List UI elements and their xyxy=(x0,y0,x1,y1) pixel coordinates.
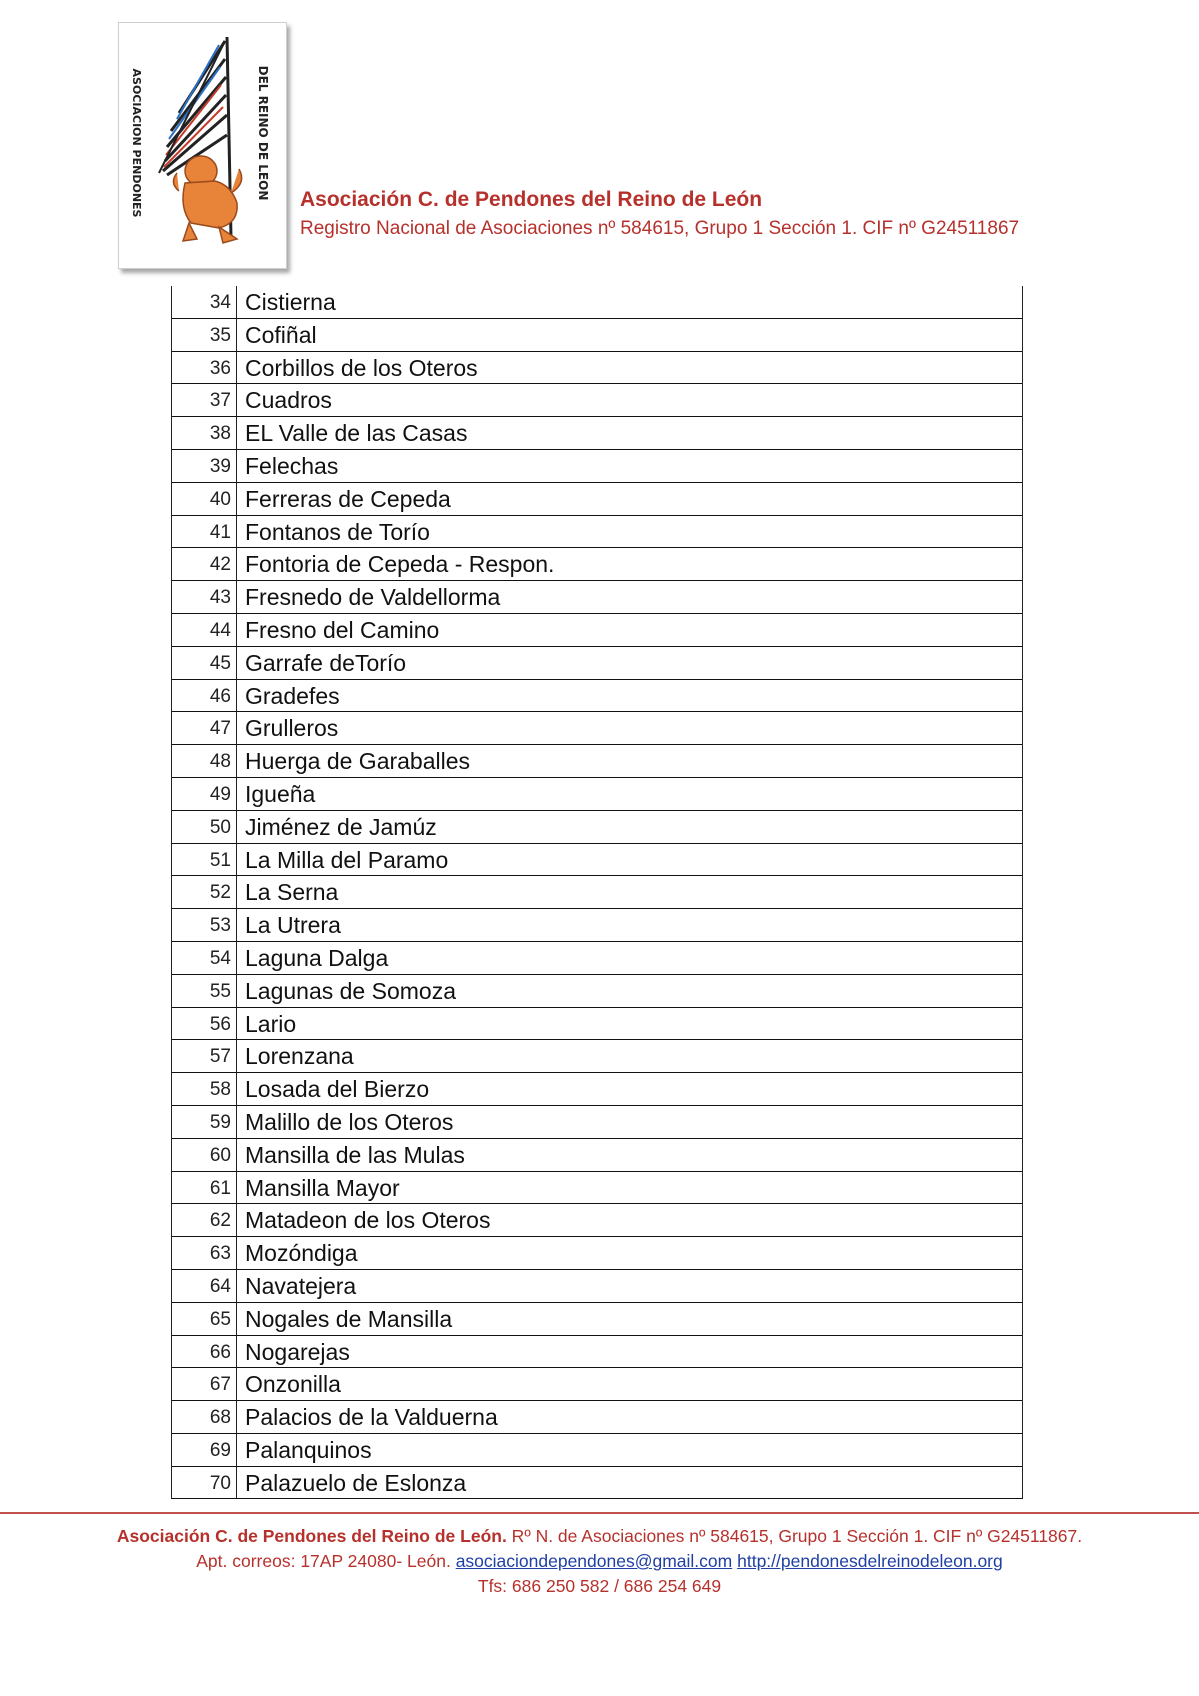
row-number: 36 xyxy=(172,352,237,384)
row-village-name: Mansilla de las Mulas xyxy=(245,1141,465,1168)
row-village-name: Mansilla Mayor xyxy=(245,1174,400,1201)
organization-registry: Registro Nacional de Asociaciones nº 584615, Grupo 1 Sección 1. CIF nº G24511867 xyxy=(300,218,1020,239)
table-row xyxy=(172,745,1022,778)
table-row xyxy=(172,1073,1022,1106)
row-number: 63 xyxy=(172,1237,237,1269)
letterhead xyxy=(0,0,1199,280)
row-village-name: Cofiñal xyxy=(245,321,317,348)
row-village-name: La Milla del Paramo xyxy=(245,846,449,873)
website-link[interactable]: http://pendonesdelreinodeleon.org xyxy=(737,1551,1003,1571)
row-village-name: Fresnedo de Valdellorma xyxy=(245,584,501,611)
footer-registry: Rº N. de Asociaciones nº 584615, Grupo 1 Sección 1. CIF nº G24511867. xyxy=(506,1526,1083,1546)
row-number: 62 xyxy=(172,1204,237,1236)
row-number: 66 xyxy=(172,1336,237,1368)
villages-table xyxy=(171,286,1023,1499)
row-village-name: Grulleros xyxy=(245,715,339,742)
table-row xyxy=(172,1139,1022,1172)
table-row xyxy=(172,1008,1022,1041)
table-row xyxy=(172,1237,1022,1270)
table-row xyxy=(172,876,1022,909)
row-number: 70 xyxy=(172,1467,237,1499)
footer-line-2 xyxy=(0,1549,1199,1574)
row-village-name: Felechas xyxy=(245,452,339,479)
footer-org-name: Asociación C. de Pendones del Reino de León. xyxy=(116,1526,507,1546)
footer-postal: Apt. correos: 17AP 24080- León. xyxy=(196,1551,456,1571)
table-row xyxy=(172,319,1022,352)
table-row xyxy=(172,1368,1022,1401)
row-number: 44 xyxy=(172,614,237,646)
table-row xyxy=(172,811,1022,844)
row-village-name: Huerga de Garaballes xyxy=(245,748,471,775)
row-village-name: Palacios de la Valduerna xyxy=(245,1404,498,1431)
footer xyxy=(0,1524,1199,1599)
table-row xyxy=(172,942,1022,975)
row-number: 38 xyxy=(172,417,237,449)
row-village-name: EL Valle de las Casas xyxy=(245,420,468,447)
row-village-name: Navatejera xyxy=(245,1272,357,1299)
row-village-name: Losada del Bierzo xyxy=(245,1076,430,1103)
row-number: 40 xyxy=(172,483,237,515)
table-row xyxy=(172,450,1022,483)
table-row xyxy=(172,1303,1022,1336)
row-village-name: Corbillos de los Oteros xyxy=(245,354,478,381)
row-village-name: Jiménez de Jamúz xyxy=(245,813,437,840)
row-number: 64 xyxy=(172,1270,237,1302)
row-number: 45 xyxy=(172,647,237,679)
row-number: 52 xyxy=(172,876,237,908)
row-village-name: Garrafe deTorío xyxy=(245,649,407,676)
email-link[interactable]: asociaciondependones@gmail.com xyxy=(455,1551,733,1571)
table-row xyxy=(172,1040,1022,1073)
row-number: 56 xyxy=(172,1008,237,1040)
row-village-name: Fontoria de Cepeda - Respon. xyxy=(245,551,555,578)
table-row xyxy=(172,286,1022,319)
row-village-name: Palanquinos xyxy=(245,1436,372,1463)
row-number: 68 xyxy=(172,1401,237,1433)
row-village-name: Onzonilla xyxy=(245,1371,341,1398)
table-row xyxy=(172,1106,1022,1139)
table-row xyxy=(172,1204,1022,1237)
row-village-name: Lorenzana xyxy=(245,1043,354,1070)
table-row xyxy=(172,1336,1022,1369)
row-village-name: La Serna xyxy=(245,879,339,906)
row-village-name: Igueña xyxy=(245,780,316,807)
table-row xyxy=(172,483,1022,516)
logo-left-text: ASOCIACION PENDONES xyxy=(130,68,143,218)
row-village-name: Mozóndiga xyxy=(245,1240,358,1267)
row-number: 54 xyxy=(172,942,237,974)
row-number: 50 xyxy=(172,811,237,843)
footer-line-1 xyxy=(0,1524,1199,1549)
row-village-name: Matadeon de los Oteros xyxy=(245,1207,491,1234)
logo-right-text: DEL REINO DE LEON xyxy=(256,65,270,201)
table-row xyxy=(172,384,1022,417)
row-number: 37 xyxy=(172,384,237,416)
table-row xyxy=(172,1270,1022,1303)
row-number: 60 xyxy=(172,1139,237,1171)
row-number: 58 xyxy=(172,1073,237,1105)
row-village-name: Nogarejas xyxy=(245,1338,350,1365)
row-village-name: Ferreras de Cepeda xyxy=(245,485,451,512)
row-village-name: Lagunas de Somoza xyxy=(245,977,456,1004)
table-row xyxy=(172,516,1022,549)
row-number: 48 xyxy=(172,745,237,777)
table-row xyxy=(172,1172,1022,1205)
row-village-name: Palazuelo de Eslonza xyxy=(245,1469,467,1496)
table-row xyxy=(172,647,1022,680)
row-village-name: Fresno del Camino xyxy=(245,616,440,643)
table-row xyxy=(172,548,1022,581)
row-number: 65 xyxy=(172,1303,237,1335)
row-number: 59 xyxy=(172,1106,237,1138)
row-village-name: Lario xyxy=(245,1010,297,1037)
row-village-name: Fontanos de Torío xyxy=(245,518,430,545)
table-row xyxy=(172,614,1022,647)
table-row xyxy=(172,581,1022,614)
row-number: 49 xyxy=(172,778,237,810)
table-row xyxy=(172,778,1022,811)
row-number: 39 xyxy=(172,450,237,482)
organization-title: Asociación C. de Pendones del Reino de León xyxy=(300,188,763,211)
footer-phones: Tfs: 686 250 582 / 686 254 649 xyxy=(477,1576,722,1596)
table-row xyxy=(172,712,1022,745)
table-row xyxy=(172,352,1022,385)
footer-divider xyxy=(0,1512,1199,1514)
row-number: 35 xyxy=(172,319,237,351)
row-village-name: Laguna Dalga xyxy=(245,944,389,971)
pendon-lion-logo-icon xyxy=(119,23,286,268)
table-row xyxy=(172,844,1022,877)
row-number: 51 xyxy=(172,844,237,876)
row-number: 69 xyxy=(172,1434,237,1466)
association-logo xyxy=(118,22,287,269)
table-row xyxy=(172,417,1022,450)
row-village-name: Cistierna xyxy=(245,289,336,315)
row-number: 61 xyxy=(172,1172,237,1204)
row-number: 41 xyxy=(172,516,237,548)
row-village-name: Malillo de los Oteros xyxy=(245,1108,454,1135)
row-number: 57 xyxy=(172,1040,237,1072)
row-number: 42 xyxy=(172,548,237,580)
row-village-name: Nogales de Mansilla xyxy=(245,1305,453,1332)
table-row xyxy=(172,1467,1022,1500)
row-number: 53 xyxy=(172,909,237,941)
row-number: 43 xyxy=(172,581,237,613)
row-number: 55 xyxy=(172,975,237,1007)
row-number: 46 xyxy=(172,680,237,712)
table-row xyxy=(172,1434,1022,1467)
row-village-name: La Utrera xyxy=(245,912,341,939)
row-village-name: Cuadros xyxy=(245,387,332,414)
table-row xyxy=(172,1401,1022,1434)
table-row xyxy=(172,975,1022,1008)
table-row xyxy=(172,909,1022,942)
row-number: 34 xyxy=(172,286,237,318)
row-village-name: Gradefes xyxy=(245,682,340,709)
row-number: 67 xyxy=(172,1368,237,1400)
row-number: 47 xyxy=(172,712,237,744)
table-row xyxy=(172,680,1022,713)
